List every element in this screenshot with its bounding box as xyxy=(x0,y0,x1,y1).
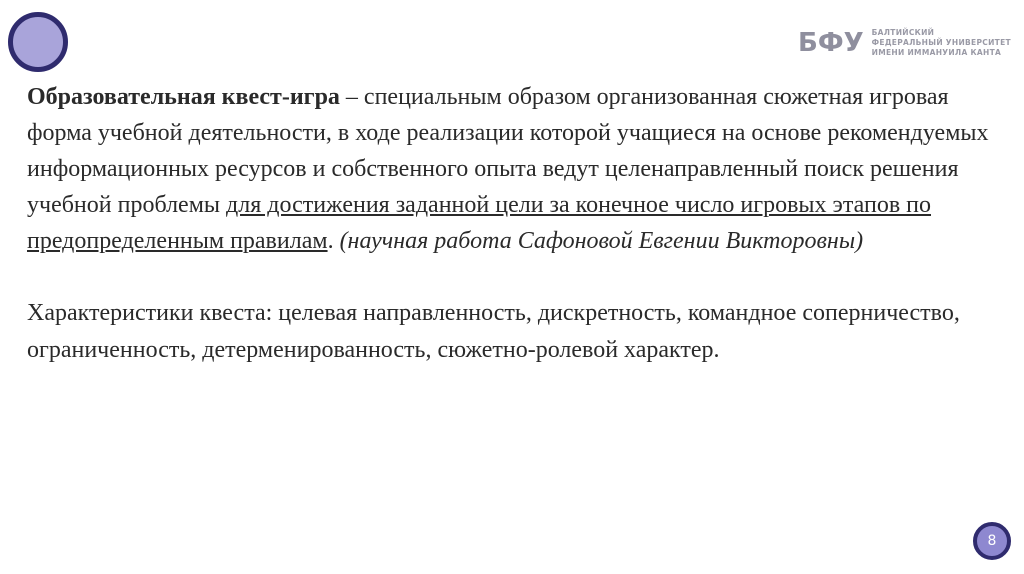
definition-period: . xyxy=(327,228,340,254)
definition-paragraph xyxy=(27,79,1007,259)
logo-line-3: ИМЕНИ ИММАНУИЛА КАНТА xyxy=(871,48,1002,57)
logo-line-1: БАЛТИЙСКИЙ xyxy=(871,28,935,37)
university-logo xyxy=(798,28,1011,58)
characteristics-paragraph: Характеристики квеста: целевая направленность, дискретность, командное соперничество, ограниченность, детерменированность, сюжетно-ролевой характер. xyxy=(27,300,960,363)
definition-term: Образовательная квест-игра xyxy=(27,84,340,110)
definition-citation: (научная работа Сафоновой Евгении Викторовны) xyxy=(339,228,864,254)
logo-text xyxy=(872,28,1011,58)
definition-underlined: для достижения заданной цели за конечное число игровых этапов по предопределенным правилам xyxy=(27,192,931,254)
logo-line-2: ФЕДЕРАЛЬНЫЙ УНИВЕРСИТЕТ xyxy=(871,38,1011,47)
slide-content xyxy=(27,79,1007,368)
paragraph-gap xyxy=(27,259,1007,295)
definition-text: – специальным образом организованная сюжетная игровая форма учебной деятельности, в ходе реализации которой учащиеся на основе рекомендуемых информационных ресурсов и собственного опыта ведут целенаправленный поиск решения учебной проблемы xyxy=(27,84,989,218)
decorative-circle xyxy=(8,12,68,72)
page-number-badge xyxy=(973,522,1011,560)
logo-mark: БФУ xyxy=(798,28,864,58)
page-number: 8 xyxy=(987,533,997,549)
